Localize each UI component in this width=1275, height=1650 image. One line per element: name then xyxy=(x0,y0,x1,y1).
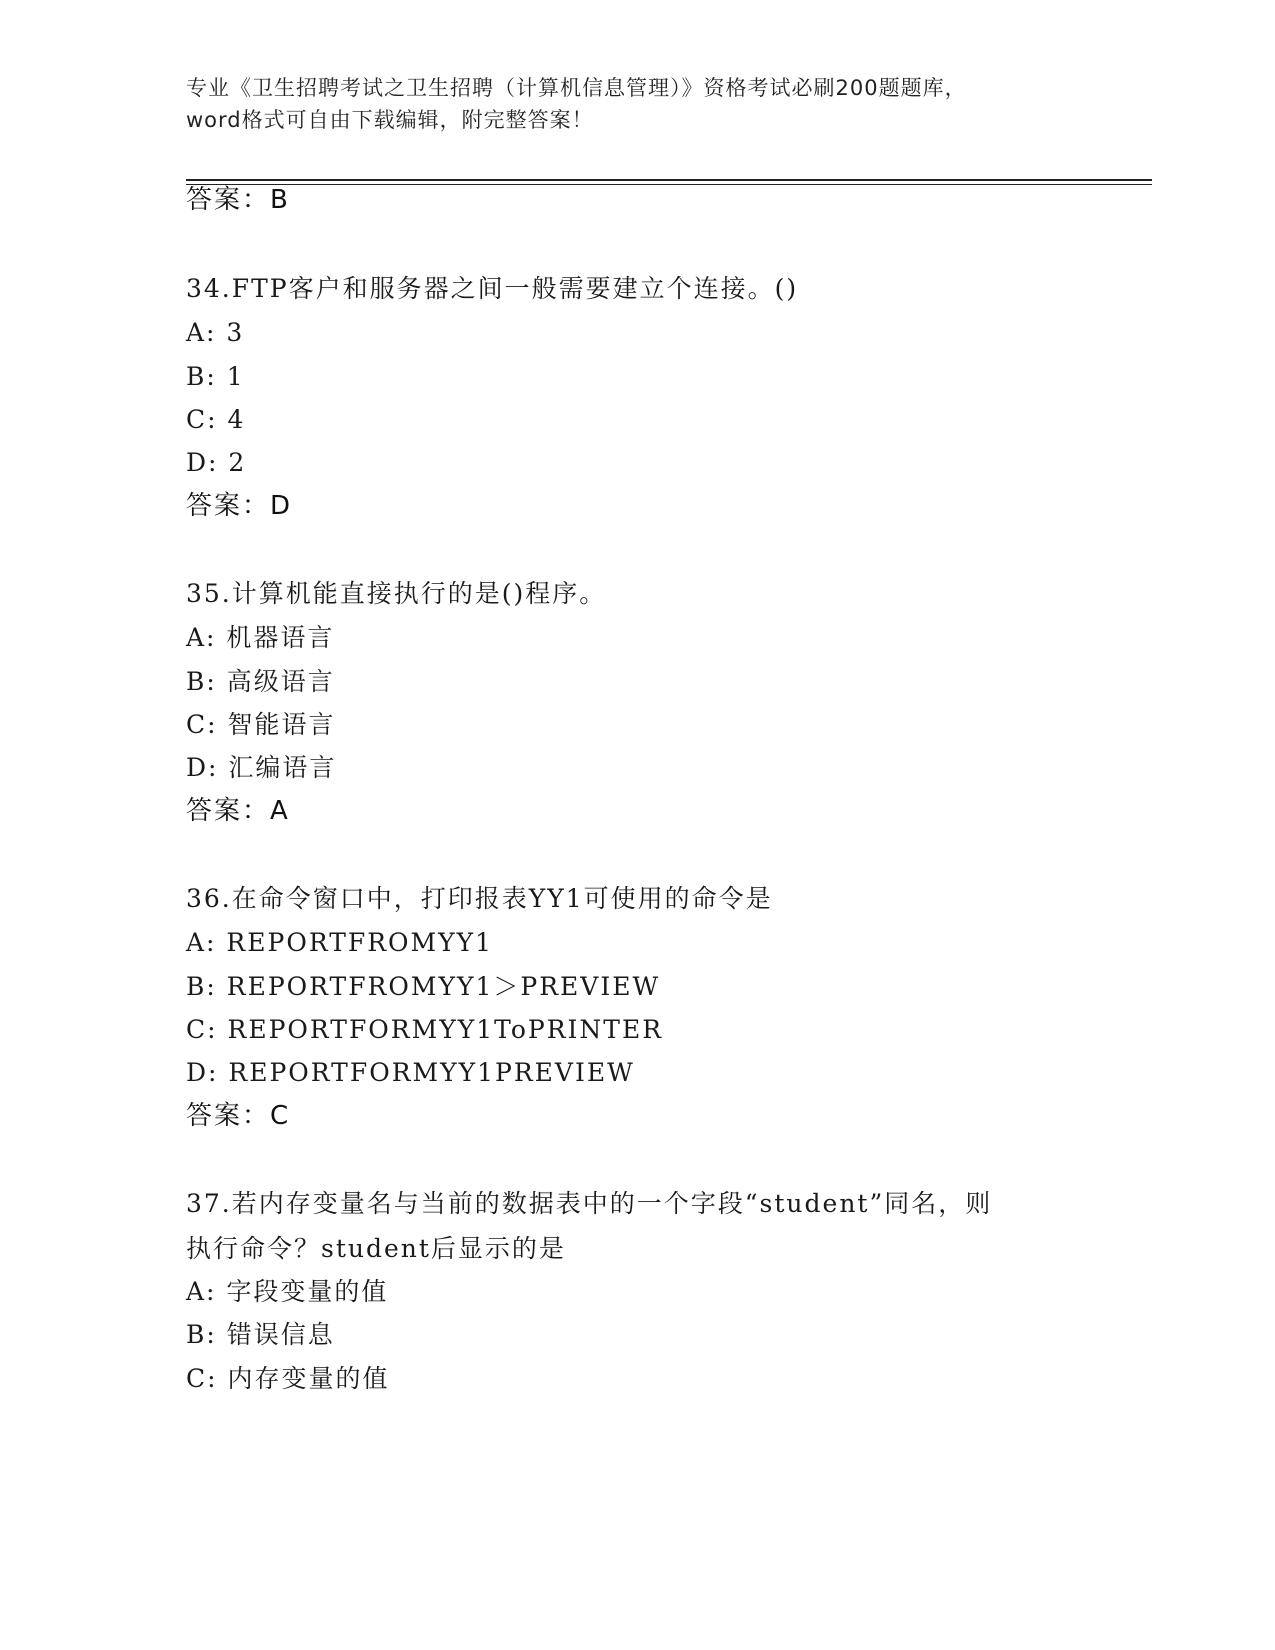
header-divider-thin xyxy=(186,184,1152,185)
question-35-stem: 35.计算机能直接执行的是()程序。 xyxy=(186,579,607,608)
question-34-stem: 34.FTP客户和服务器之间一般需要建立个连接。() xyxy=(186,274,799,303)
question-37-option-c: C: 内存变量的值 xyxy=(186,1364,390,1393)
question-36-option-d: D: REPORTFORMYY1PREVIEW xyxy=(186,1058,635,1087)
answer-previous: 答案：B xyxy=(186,185,290,215)
question-35-answer: 答案：A xyxy=(186,796,290,826)
question-37-option-a: A: 字段变量的值 xyxy=(186,1277,389,1306)
question-36-option-a: A: REPORTFROMYY1 xyxy=(186,928,494,957)
question-35-option-c: C: 智能语言 xyxy=(186,710,336,739)
question-36-answer: 答案：C xyxy=(186,1101,291,1131)
question-36-option-c: C: REPORTFORMYY1ToPRINTER xyxy=(186,1015,664,1044)
question-36-option-b: B: REPORTFROMYY1＞PREVIEW xyxy=(186,972,661,1001)
document-header xyxy=(186,72,1086,136)
question-34-answer: 答案：D xyxy=(186,491,293,521)
question-35-option-d: D: 汇编语言 xyxy=(186,753,337,782)
header-line-1: 专业《卫生招聘考试之卫生招聘（计算机信息管理）》资格考试必刷200题题库， xyxy=(186,76,967,100)
question-34-option-b: B: 1 xyxy=(186,362,245,391)
header-line-2: word格式可自由下载编辑，附完整答案！ xyxy=(186,108,594,132)
question-34-option-c: C: 4 xyxy=(186,405,246,434)
header-divider-thick xyxy=(186,179,1152,181)
question-35-option-b: B: 高级语言 xyxy=(186,667,335,696)
question-37-stem: 37.若内存变量名与当前的数据表中的一个字段“student”同名，则 执行命令？student后显示的是 xyxy=(186,1189,993,1263)
question-37-option-b: B: 错误信息 xyxy=(186,1320,335,1349)
question-34-option-d: D: 2 xyxy=(186,448,247,477)
question-36-stem: 36.在命令窗口中，打印报表YY1可使用的命令是 xyxy=(186,884,773,913)
question-34-option-a: A: 3 xyxy=(186,318,245,347)
question-35-option-a: A: 机器语言 xyxy=(186,623,335,652)
